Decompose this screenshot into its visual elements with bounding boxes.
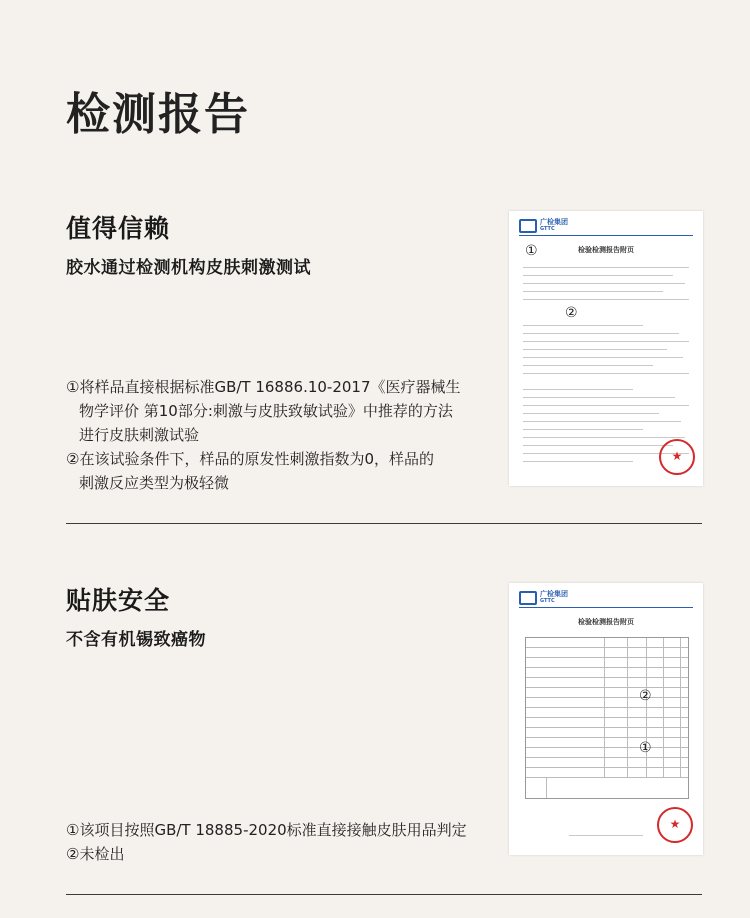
section-subheading: 胶水通过检测机构皮肤刺激测试	[66, 258, 311, 278]
note-line: ①将样品直接根据标准GB/T 16886.10-2017《医疗器械生	[66, 378, 461, 396]
report-title: 检验检测报告附页	[578, 618, 634, 626]
section-notes	[66, 375, 466, 495]
text-line	[523, 389, 633, 390]
text-line	[523, 397, 675, 398]
annotation-marker: ②	[639, 688, 652, 704]
header-rule	[519, 607, 693, 608]
text-line	[523, 445, 673, 446]
note-line: ②在该试验条件下，样品的原发性刺激指数为0，样品的	[66, 450, 434, 468]
text-line	[523, 365, 653, 366]
section-heading: 贴肤安全	[66, 586, 171, 615]
results-table	[525, 637, 689, 799]
text-line	[523, 349, 667, 350]
report-logo	[519, 591, 568, 605]
text-line	[569, 835, 643, 836]
text-line	[523, 461, 633, 462]
logo-subtext: GTTC	[540, 598, 555, 604]
text-line	[523, 421, 681, 422]
note-line: ②未检出	[66, 845, 125, 863]
text-line	[523, 341, 689, 342]
red-seal-stamp	[659, 439, 695, 475]
text-line	[523, 333, 679, 334]
section-trust	[66, 209, 311, 278]
red-seal-stamp	[657, 807, 693, 843]
annotation-marker: ①	[639, 740, 652, 756]
section-notes	[66, 818, 496, 866]
text-line	[523, 275, 673, 276]
logo-icon	[519, 219, 537, 233]
logo-subtext: GTTC	[540, 226, 555, 232]
text-line	[523, 299, 689, 300]
text-line	[523, 437, 685, 438]
test-report-image	[509, 583, 703, 855]
note-line: 物学评价 第10部分:刺激与皮肤致敏试验》中推荐的方法	[79, 402, 453, 420]
logo-text: 广检集团	[540, 218, 568, 226]
page-title: 检测报告	[66, 89, 250, 140]
text-line	[523, 267, 689, 268]
annotation-marker: ①	[525, 243, 538, 259]
annotation-marker: ②	[565, 305, 578, 321]
text-line	[523, 413, 659, 414]
section-skin-safe	[66, 581, 206, 650]
logo-text: 广检集团	[540, 590, 568, 598]
text-line	[523, 405, 689, 406]
section-divider	[66, 894, 702, 895]
note-line: 进行皮肤刺激试验	[79, 426, 200, 444]
text-line	[523, 325, 643, 326]
section-subheading: 不含有机锡致癌物	[66, 630, 206, 650]
header-rule	[519, 235, 693, 236]
section-heading: 值得信赖	[66, 214, 171, 243]
section-divider	[66, 523, 702, 524]
text-line	[523, 291, 663, 292]
logo-icon	[519, 591, 537, 605]
text-line	[523, 373, 689, 374]
text-line	[523, 357, 683, 358]
report-logo	[519, 219, 568, 233]
text-line	[523, 429, 643, 430]
text-line	[523, 283, 685, 284]
note-line: 刺激反应类型为极轻微	[79, 474, 230, 492]
report-title: 检验检测报告附页	[578, 246, 634, 254]
test-report-image	[509, 211, 703, 486]
note-line: ①该项目按照GB/T 18885-2020标准直接接触皮肤用品判定	[66, 821, 467, 839]
